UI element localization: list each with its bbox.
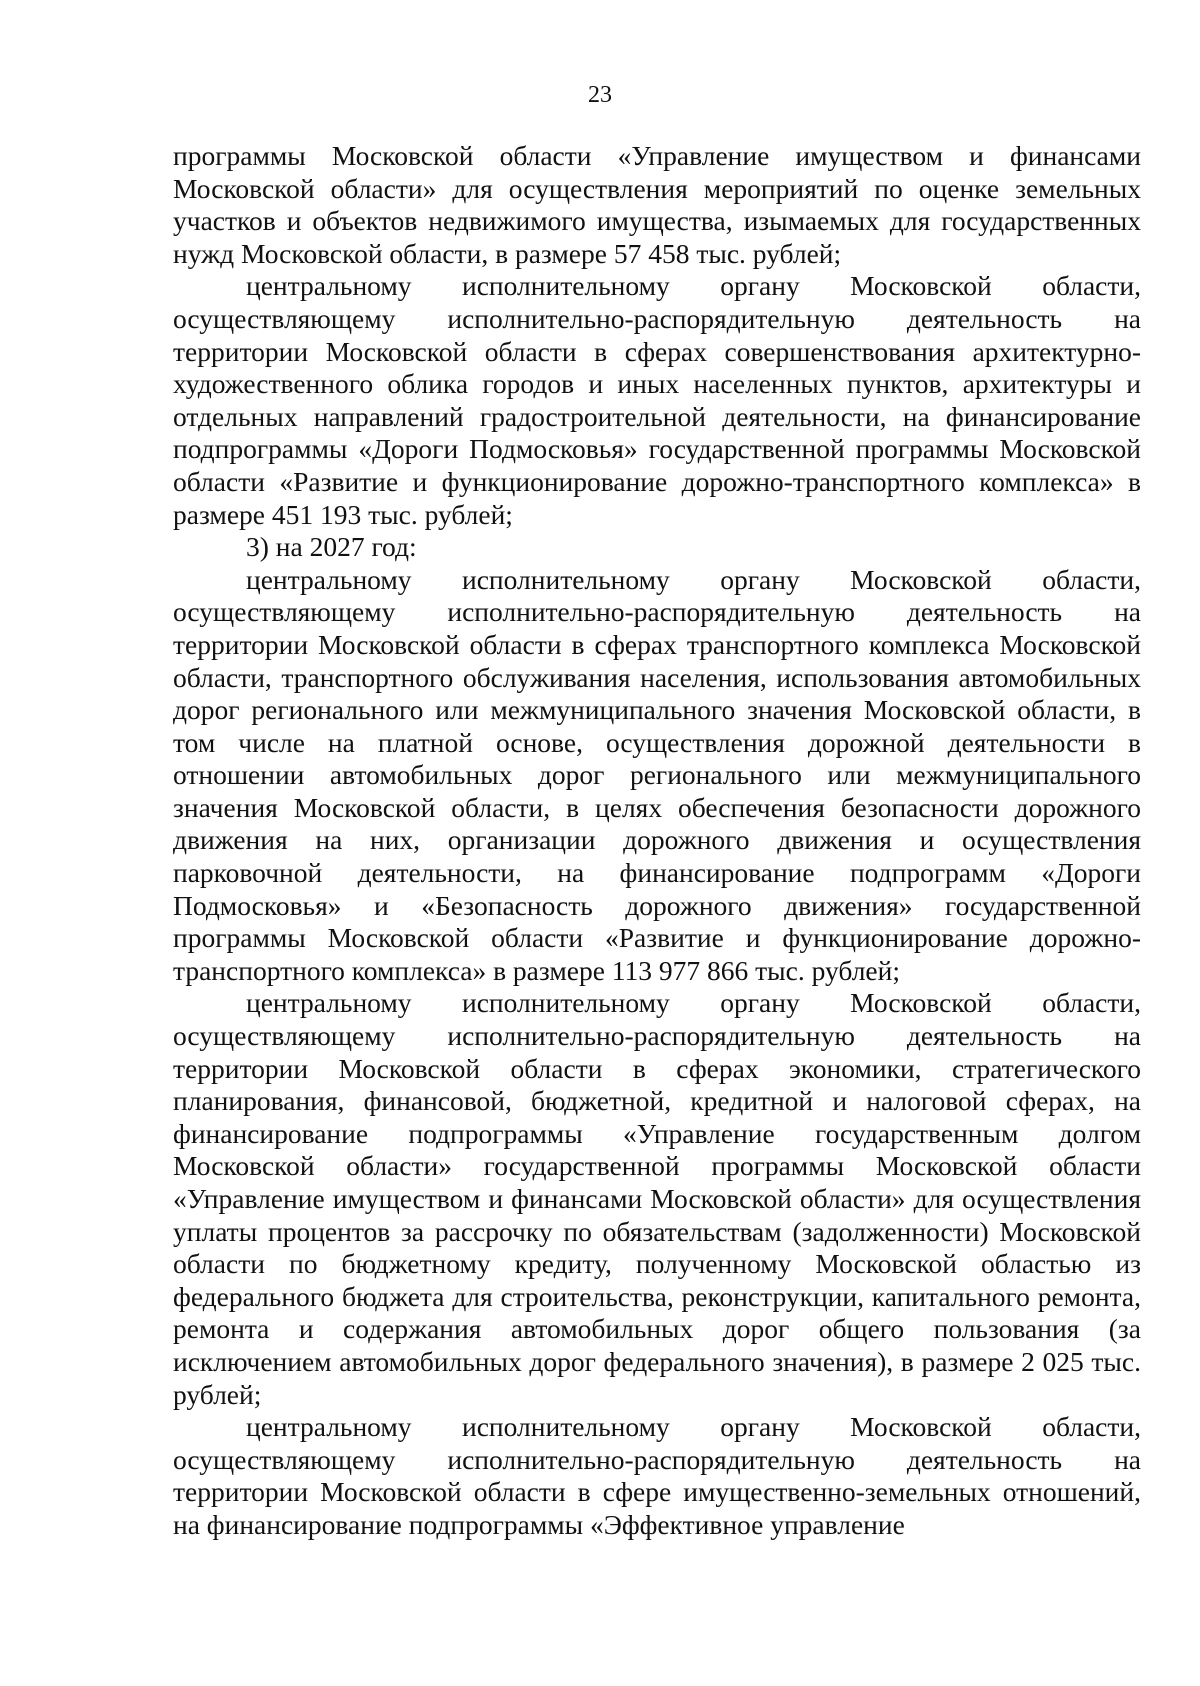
paragraph-2: центральному исполнительному органу Московской области, осуществляющему исполнительно-распорядительную деятельность на территории Московской области в сферах совершенствования архитектурно-художественного облика городов и иных населенных пунктов, архитектуры и отдельных направлений градостроительной деятельности, на финансирование подпрограммы «Дороги Подмосковья» государственной программы Московской области «Развитие и функционирование дорожно-транспортного комплекса» в размере 451 193 тыс. рублей;: [173, 270, 1141, 530]
paragraph-3: 3) на 2027 год:: [246, 531, 417, 563]
page-number: 23: [588, 82, 612, 108]
document-body: [173, 140, 1141, 1542]
paragraph-4: центральному исполнительному органу Московской области, осуществляющему исполнительно-распорядительную деятельность на территории Московской области в сферах транспортного комплекса Московской области, транспортного обслуживания населения, использования автомобильных дорог регионального или межмуниципального значения Московской области, в том числе на платной основе, осуществления дорожной деятельности в отношении автомобильных дорог регионального или межмуниципального значения Московской области, в целях обеспечения безопасности дорожного движения на них, организации дорожного движения и осуществления парковочной деятельности, на финансирование подпрограмм «Дороги Подмосковья» и «Безопасность дорожного движения» государственной программы Московской области «Развитие и функционирование дорожно-транспортного комплекса» в размере 113 977 866 тыс. рублей;: [173, 563, 1141, 986]
paragraph-1: программы Московской области «Управление имуществом и финансами Московской области» для осуществления мероприятий по оценке земельных участков и объектов недвижимого имущества, изымаемых для государственных нужд Московской области, в размере 57 458 тыс. рублей;: [173, 140, 1141, 269]
paragraph-5: центральному исполнительному органу Московской области, осуществляющему исполнительно-распорядительную деятельность на территории Московской области в сферах экономики, стратегического планирования, финансовой, бюджетной, кредитной и налоговой сферах, на финансирование подпрограммы «Управление государственным долгом Московской области» государственной программы Московской области «Управление имуществом и финансами Московской области» для осуществления уплаты процентов за рассрочку по обязательствам (задолженности) Московской области по бюджетному кредиту, полученному Московской областью из федерального бюджета для строительства, реконструкции, капитального ремонта, ремонта и содержания автомобильных дорог общего пользования (за исключением автомобильных дорог федерального значения), в размере 2 025 тыс. рублей;: [173, 987, 1141, 1410]
paragraph-6: центральному исполнительному органу Московской области, осуществляющему исполнительно-распорядительную деятельность на территории Московской области в сфере имущественно-земельных отношений, на финансирование подпрограммы «Эффективное управление: [173, 1411, 1141, 1540]
